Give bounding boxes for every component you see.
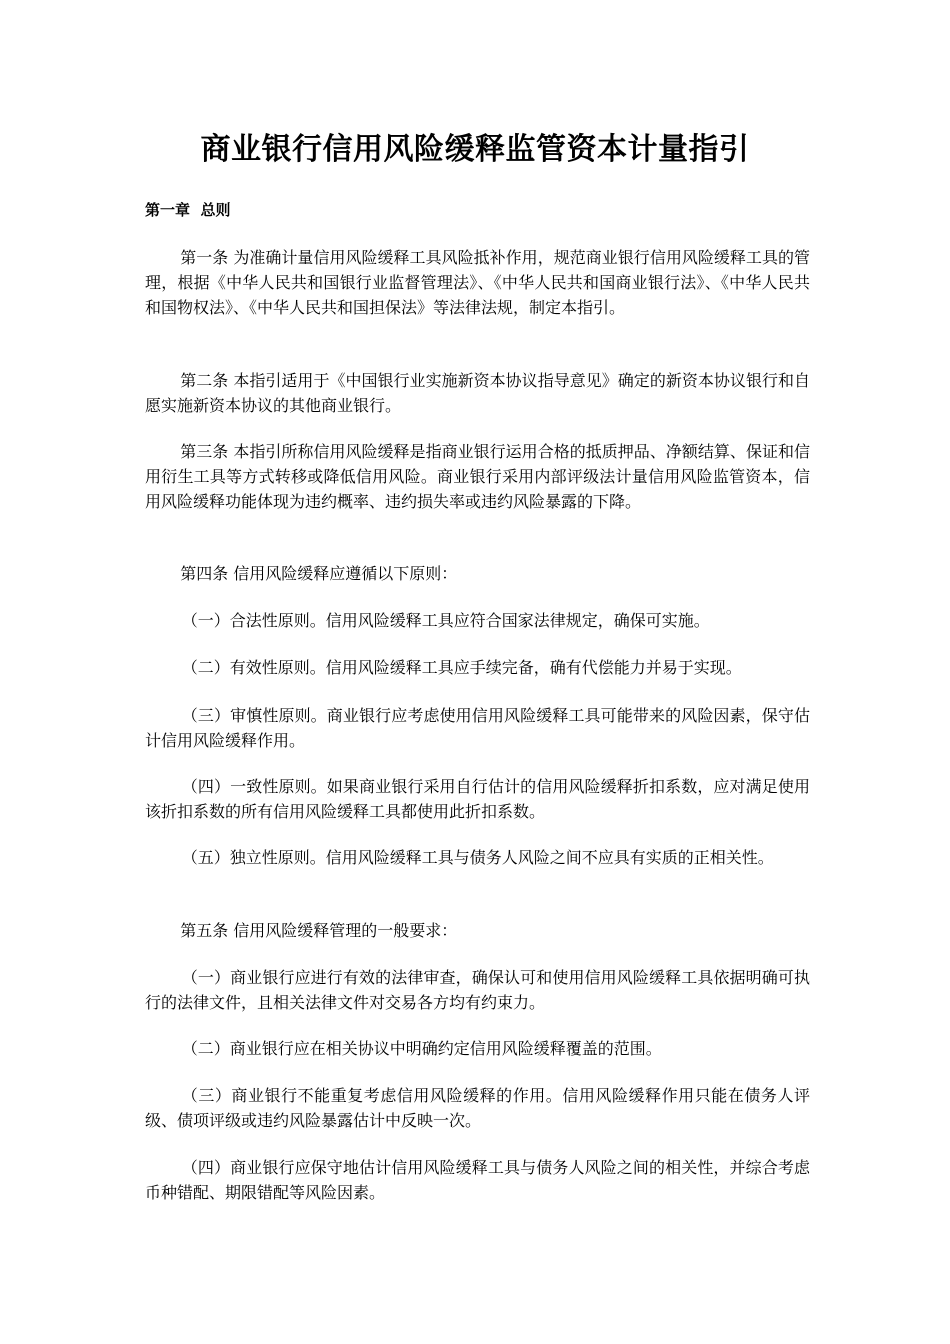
article-1: 第一条 为准确计量信用风险缓释工具风险抵补作用，规范商业银行信用风险缓释工具的管理，根据《中华人民共和国银行业监督管理法》、《中华人民共和国商业银行法》、《中华人民共和国物权法》、《中华人民共和国担保法》等法律法规，制定本指引。 <box>145 248 810 317</box>
article-5-item-3: （三）商业银行不能重复考虑信用风险缓释的作用。信用风险缓释作用只能在债务人评级、债项评级或违约风险暴露估计中反映一次。 <box>145 1086 810 1130</box>
article-4-item-5: （五）独立性原则。信用风险缓释工具与债务人风险之间不应具有实质的正相关性。 <box>181 848 774 867</box>
article-4: 第四条 信用风险缓释应遵循以下原则： <box>180 564 458 583</box>
article-5-item-2: （二）商业银行应在相关协议中明确约定信用风险缓释覆盖的范围。 <box>181 1039 662 1058</box>
article-5: 第五条 信用风险缓释管理的一般要求： <box>180 921 458 940</box>
article-5-item-1: （一）商业银行应进行有效的法律审查，确保认可和使用信用风险缓释工具依据明确可执行的法律文件，且相关法律文件对交易各方均有约束力。 <box>145 968 810 1012</box>
chapter-heading: 第一章 总则 <box>145 201 231 219</box>
article-5-item-4: （四）商业银行应保守地估计信用风险缓释工具与债务人风险之间的相关性，并综合考虑币种错配、期限错配等风险因素。 <box>145 1158 810 1202</box>
document-title: 商业银行信用风险缓释监管资本计量指引 <box>200 132 750 167</box>
article-3: 第三条 本指引所称信用风险缓释是指商业银行运用合格的抵质押品、净额结算、保证和信用衍生工具等方式转移或降低信用风险。商业银行采用内部评级法计量信用风险监管资本，信用风险缓释功能体现为违约概率、违约损失率或违约风险暴露的下降。 <box>145 442 810 511</box>
article-4-item-4: （四）一致性原则。如果商业银行采用自行估计的信用风险缓释折扣系数，应对满足使用该折扣系数的所有信用风险缓释工具都使用此折扣系数。 <box>145 777 810 821</box>
article-2: 第二条 本指引适用于《中国银行业实施新资本协议指导意见》确定的新资本协议银行和自愿实施新资本协议的其他商业银行。 <box>145 371 810 415</box>
article-4-item-2: （二）有效性原则。信用风险缓释工具应手续完备，确有代偿能力并易于实现。 <box>181 658 742 677</box>
article-4-item-3: （三）审慎性原则。商业银行应考虑使用信用风险缓释工具可能带来的风险因素，保守估计信用风险缓释作用。 <box>145 706 810 750</box>
article-4-item-1: （一）合法性原则。信用风险缓释工具应符合国家法律规定，确保可实施。 <box>181 611 710 630</box>
